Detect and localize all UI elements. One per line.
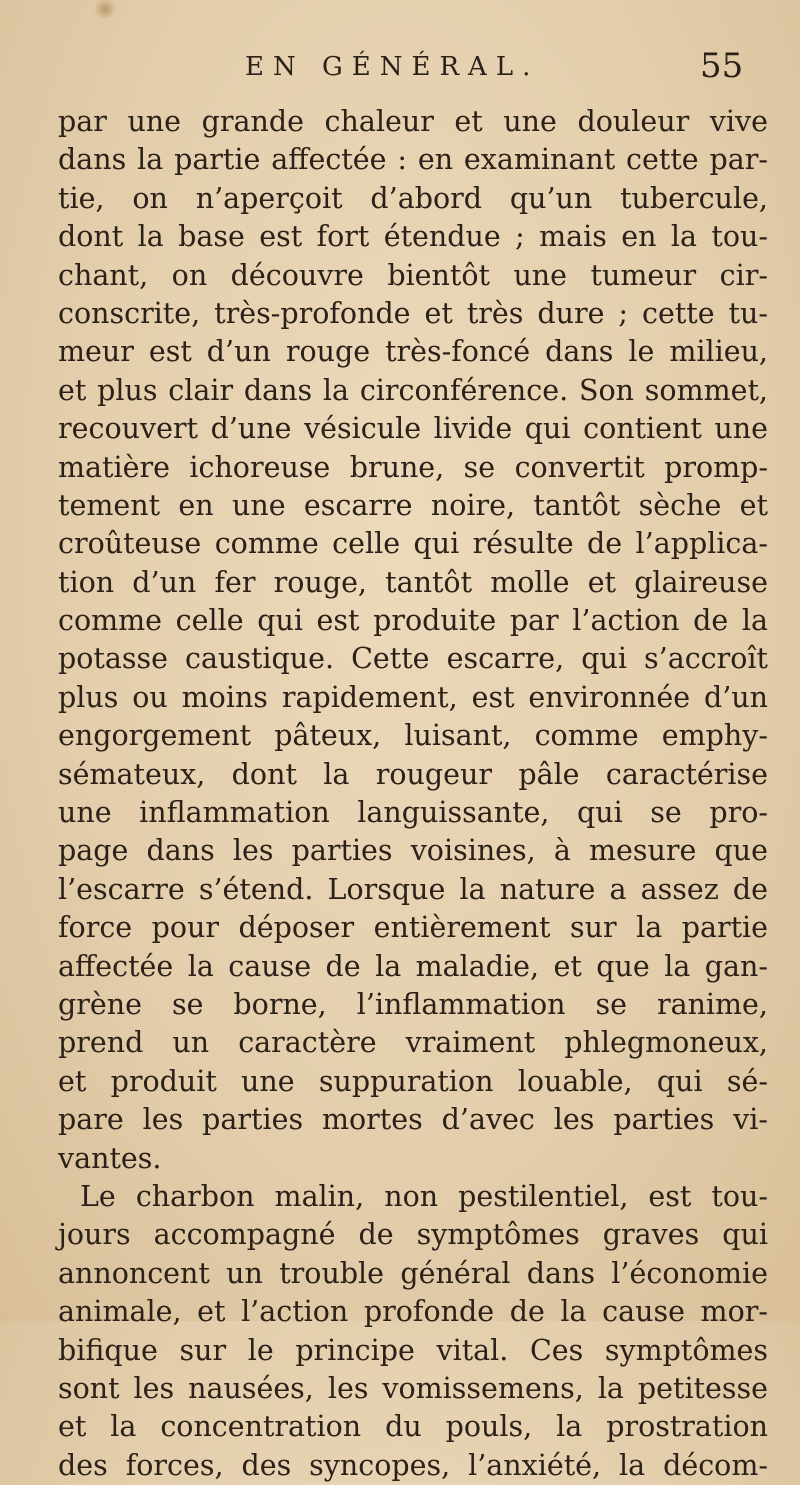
page-header (0, 40, 800, 100)
running-title: EN GÉNÉRAL. (245, 52, 540, 82)
text-line: pare les parties mortes d’avec les parties vi- (58, 1103, 768, 1137)
text-line: tie, on n’aperçoit d’abord qu’un tubercule, (58, 181, 768, 215)
paper-stain (92, 0, 118, 18)
text-line: tement en une escarre noire, tantôt sèche et (58, 488, 768, 522)
body-text (58, 103, 768, 1485)
text-line: engorgement pâteux, luisant, comme emphy- (58, 719, 768, 753)
text-line: prend un caractère vraiment phlegmoneux, (58, 1026, 768, 1060)
text-line: affectée la cause de la maladie, et que la gan- (58, 949, 768, 983)
text-line: chant, on découvre bientôt une tumeur cir- (58, 258, 768, 292)
text-line: potasse caustique. Cette escarre, qui s’accroît (58, 642, 768, 676)
text-line: meur est d’un rouge très-foncé dans le milieu, (58, 335, 768, 369)
text-line: une inflammation languissante, qui se pro- (58, 796, 768, 830)
text-line: recouvert d’une vésicule livide qui contient une (58, 412, 768, 446)
text-line: bifique sur le principe vital. Ces symptômes (58, 1333, 768, 1367)
text-line: plus ou moins rapidement, est environnée d’un (58, 680, 768, 714)
text-line: des forces, des syncopes, l’anxiété, la décom- (58, 1448, 768, 1482)
text-line: et la concentration du pouls, la prostration (58, 1410, 768, 1444)
text-line: force pour déposer entièrement sur la partie (58, 911, 768, 945)
text-line: comme celle qui est produite par l’action de la (58, 604, 768, 638)
text-line: animale, et l’action profonde de la cause mor- (58, 1295, 768, 1329)
page-number: 55 (700, 46, 744, 86)
text-line: dont la base est fort étendue ; mais en la tou- (58, 220, 768, 254)
text-line: et produit une suppuration louable, qui sé- (58, 1064, 768, 1098)
text-line: sont les nausées, les vomissemens, la petitesse (58, 1371, 768, 1405)
paragraph-start-line: Le charbon malin, non pestilentiel, est tou- (80, 1179, 768, 1213)
text-line: dans la partie affectée : en examinant cette par- (58, 143, 768, 177)
text-line: matière ichoreuse brune, se convertit promp- (58, 450, 768, 484)
paragraph-end-line: vantes. (58, 1141, 162, 1175)
text-line: par une grande chaleur et une douleur vive (58, 105, 768, 138)
text-line: jours accompagné de symptômes graves qui (58, 1218, 768, 1252)
text-line: l’escarre s’étend. Lorsque la nature a assez de (58, 872, 768, 906)
text-line: page dans les parties voisines, à mesure que (58, 834, 768, 868)
text-line: tion d’un fer rouge, tantôt molle et glaireuse (58, 565, 768, 599)
text-line: croûteuse comme celle qui résulte de l’applica- (58, 527, 768, 561)
text-line: annoncent un trouble général dans l’économie (58, 1256, 768, 1290)
text-line: sémateux, dont la rougeur pâle caractérise (58, 757, 768, 791)
text-line: et plus clair dans la circonférence. Son sommet, (58, 373, 768, 407)
text-line: grène se borne, l’inflammation se ranime, (58, 987, 768, 1021)
text-line: conscrite, très-profonde et très dure ; cette tu- (58, 296, 768, 330)
